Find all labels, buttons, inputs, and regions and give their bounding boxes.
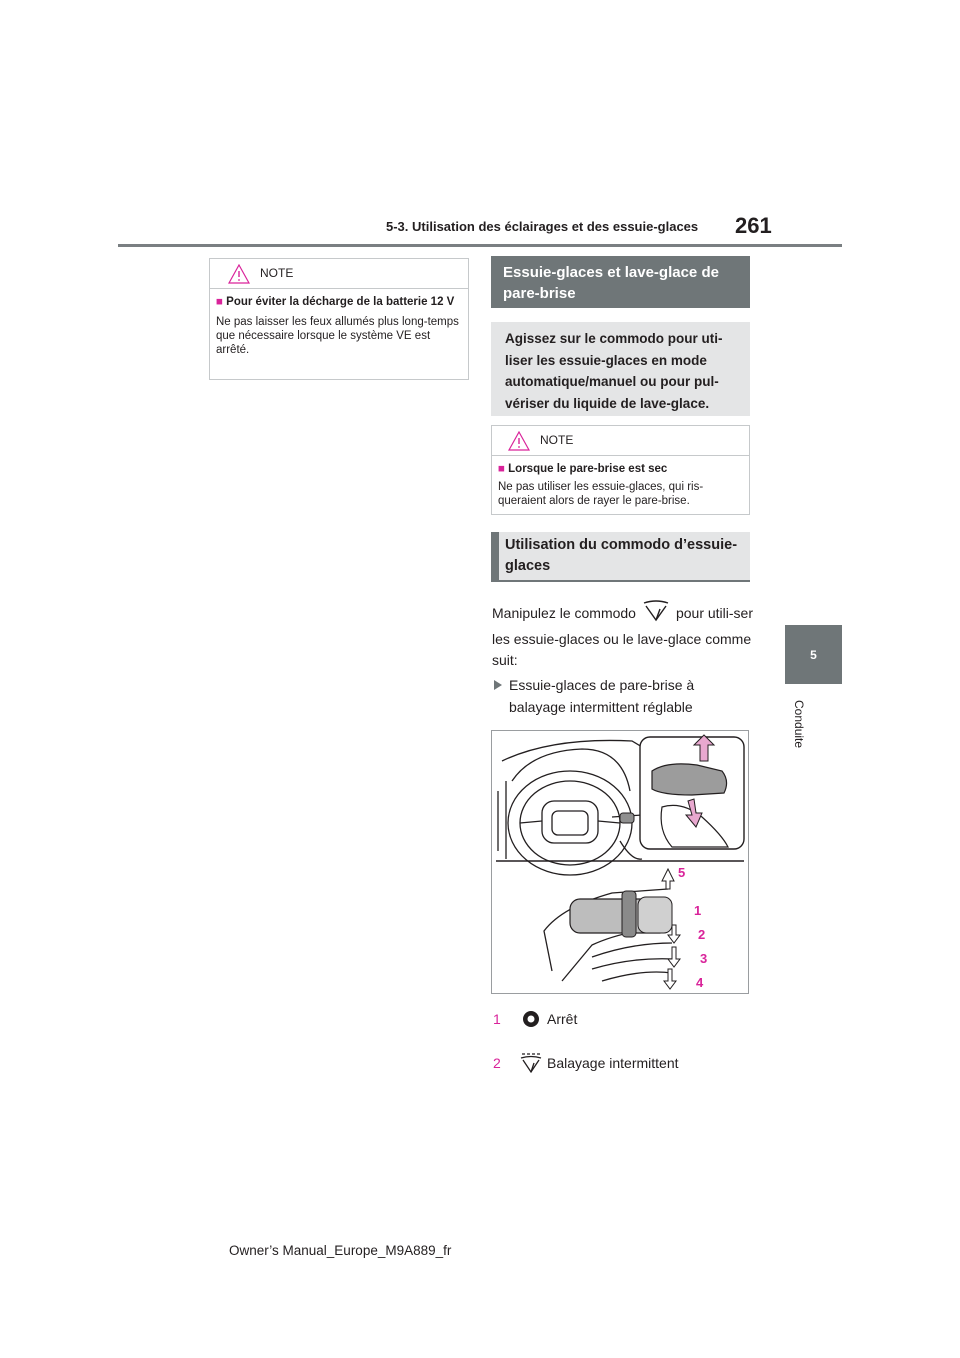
wiper-lever-illustration	[491, 730, 749, 994]
wiper-icon	[642, 600, 670, 629]
paragraph-text-start: Manipulez le commodo	[492, 605, 636, 621]
note-header	[492, 426, 749, 456]
chapter-label: Conduite	[792, 699, 806, 749]
note-header	[210, 259, 468, 289]
chapter-tab	[785, 625, 842, 684]
footer-text: Owner’s Manual_Europe_M9A889_fr	[229, 1243, 452, 1258]
item-number: 1	[493, 1011, 501, 1027]
callout-2: 2	[698, 927, 706, 942]
bullet-item	[494, 675, 750, 718]
topic-banner: Essuie-glaces et lave-glace de pare-brise	[491, 256, 750, 308]
callout-5: 5	[678, 865, 686, 880]
header-rule	[118, 244, 842, 247]
warning-icon	[508, 431, 530, 451]
callout-4: 4	[696, 975, 704, 990]
note-label: NOTE	[260, 266, 294, 280]
note-heading-marker: ■	[498, 463, 505, 475]
note-text: Ne pas utiliser les essuie-glaces, qui ris-queraient alors de rayer le pare-brise.	[498, 481, 704, 507]
section-heading: Utilisation du commodo d’essuie-glaces	[491, 532, 750, 582]
list-item	[493, 1010, 577, 1028]
intermittent-wiper-icon	[519, 1052, 543, 1074]
warning-icon	[228, 264, 250, 284]
item-label: Arrêt	[547, 1011, 578, 1027]
note-text: Ne pas laisser les feux allumés plus long-temps que nécessaire lorsque le système VE est arrêté.	[216, 316, 459, 356]
note-heading-text: Pour éviter la décharge de la batterie 12 V	[226, 296, 455, 308]
note-heading-marker: ■	[216, 296, 223, 308]
note-heading	[216, 295, 462, 309]
note-box-dry-windshield	[491, 425, 750, 515]
note-heading-text: Lorsque le pare-brise est sec	[508, 463, 668, 475]
note-label: NOTE	[540, 433, 574, 447]
bullet-triangle-icon	[494, 680, 502, 690]
list-item	[493, 1052, 679, 1074]
intro-box: Agissez sur le commodo pour uti-liser les essuie-glaces en mode automatique/manuel ou pour pul-vériser du liquide de lave-glace.	[491, 322, 750, 416]
item-number: 2	[493, 1055, 501, 1071]
instruction-paragraph	[492, 600, 754, 672]
callout-3: 3	[700, 951, 708, 966]
off-icon	[519, 1010, 543, 1028]
callout-1: 1	[694, 903, 702, 918]
note-heading	[498, 462, 743, 476]
item-label: Balayage intermittent	[547, 1055, 679, 1071]
note-box-battery	[209, 258, 469, 380]
illustration-svg	[492, 731, 748, 993]
bullet-text: Essuie-glaces de pare-brise à balayage intermittent réglable	[509, 677, 695, 715]
section-title: 5-3. Utilisation des éclairages et des essuie-glaces	[386, 219, 699, 234]
chapter-number: 5	[810, 647, 817, 662]
page-number: 261	[735, 213, 772, 238]
paragraph-text-end: pour utili-ser les essuie-glaces ou le lave-glace comme suit:	[492, 605, 753, 668]
